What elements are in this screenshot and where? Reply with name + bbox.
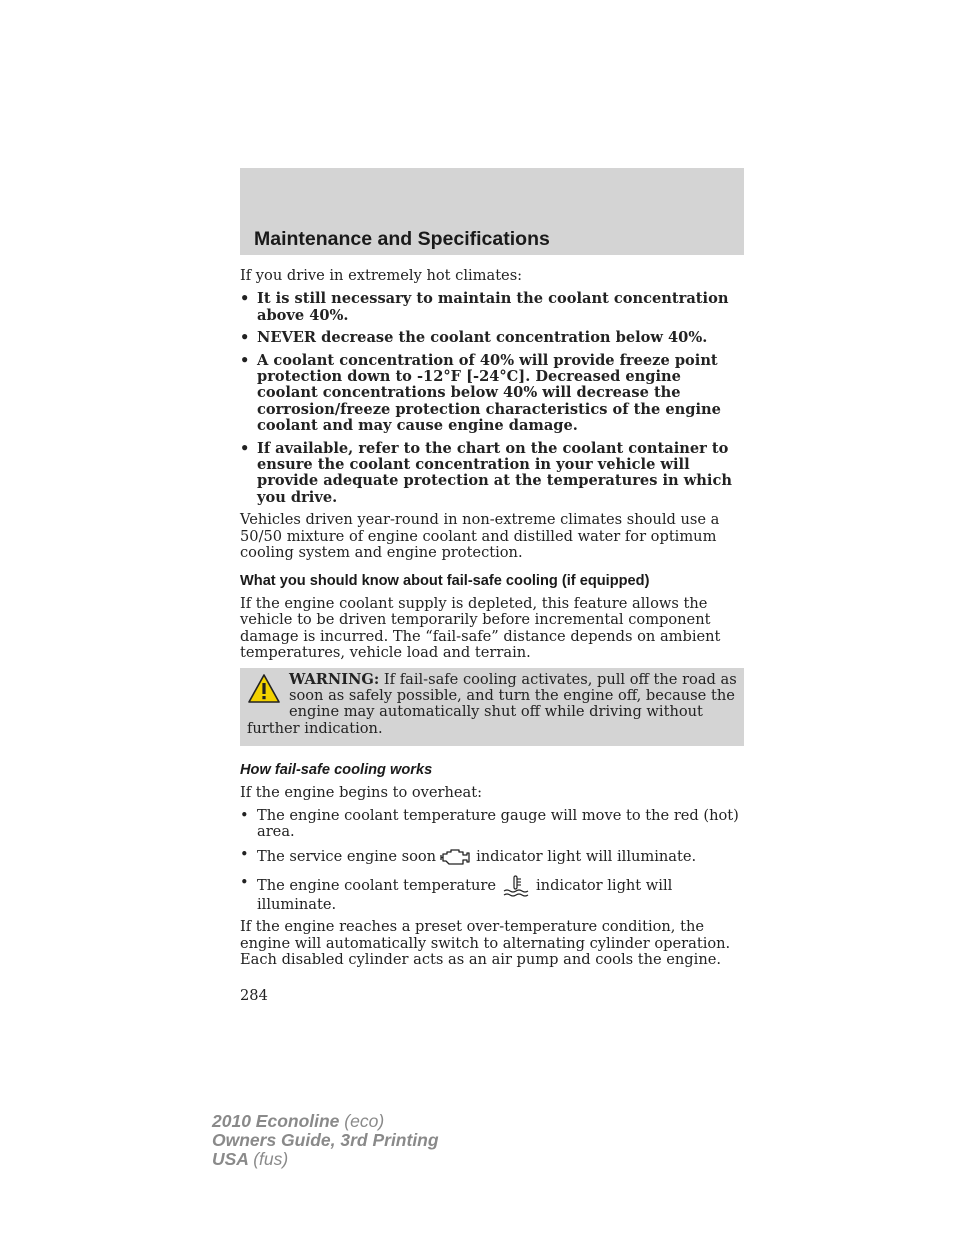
warning-label: WARNING: (289, 670, 380, 688)
list-item (240, 875, 744, 913)
failsafe-heading: What you should know about fail-safe cooling (if equipped) (240, 572, 650, 589)
warning-triangle-icon (247, 673, 281, 705)
coolant-temp-suffix: indicator light will illuminate. (257, 876, 673, 913)
footer-model-code: (eco) (344, 1111, 385, 1131)
warning-box (240, 668, 744, 747)
list-item: • If available, refer to the chart on the coolant container to ensure the coolant concentration in your vehicle will provide adequate protection at the temperatures in which you drive. (240, 441, 744, 507)
coolant-temperature-icon (500, 875, 532, 897)
document-footer (212, 1112, 439, 1169)
page-number: 284 (240, 987, 268, 1005)
section-header-band (240, 168, 744, 255)
final-paragraph: If the engine reaches a preset over-temperature condition, the engine will automatically switch to alternating cylinder operation. Each disabled cylinder acts as an air pump and cools the engine. (240, 918, 731, 968)
footer-model: 2010 Econoline (212, 1111, 340, 1131)
warning-text: If fail-safe cooling activates, pull off the road as soon as safely possible, and turn the engine off, because the engine may automatically shut off while driving without further indication. (247, 670, 737, 737)
failsafe-paragraph: If the engine coolant supply is depleted, this feature allows the vehicle to be driven temporarily before incremental component damage is incurred. The “fail-safe” distance depends on ambient temperatures, vehicle load and terrain. (240, 594, 721, 662)
list-item (240, 847, 744, 867)
footer-market-code: (fus) (253, 1149, 289, 1169)
list-item: • The engine coolant temperature gauge will move to the red (hot) area. (240, 808, 744, 841)
coolant-temp-text: The engine coolant temperature (257, 876, 497, 894)
hot-climate-intro: If you drive in extremely hot climates: (240, 267, 523, 284)
service-engine-suffix: indicator light will illuminate. (476, 847, 697, 865)
service-engine-soon-icon (440, 847, 472, 867)
list-item: • NEVER decrease the coolant concentration below 40%. (240, 330, 744, 346)
list-item: • It is still necessary to maintain the coolant concentration above 40%. (240, 291, 744, 324)
page-content (240, 268, 744, 1005)
hot-climate-list (240, 291, 744, 506)
section-title: Maintenance and Specifications (254, 228, 550, 250)
footer-guide: Owners Guide, 3rd Printing (212, 1130, 439, 1150)
overheat-intro: If the engine begins to overheat: (240, 783, 483, 801)
service-engine-text: The service engine soon (257, 847, 437, 865)
year-round-paragraph: Vehicles driven year-round in non-extreme climates should use a 50/50 mixture of engine coolant and distilled water for optimum cooling system and engine protection. (240, 511, 720, 562)
list-item: • A coolant concentration of 40% will provide freeze point protection down to -12°F [-24°C]. Decreased engine coolant concentrations below 40% will decrease the corrosion/freeze protection characteristics of the engine coolant and may cause engine damage. (240, 353, 744, 435)
how-failsafe-heading: How fail-safe cooling works (240, 762, 433, 779)
footer-market: USA (212, 1149, 249, 1169)
overheat-list (240, 808, 744, 913)
